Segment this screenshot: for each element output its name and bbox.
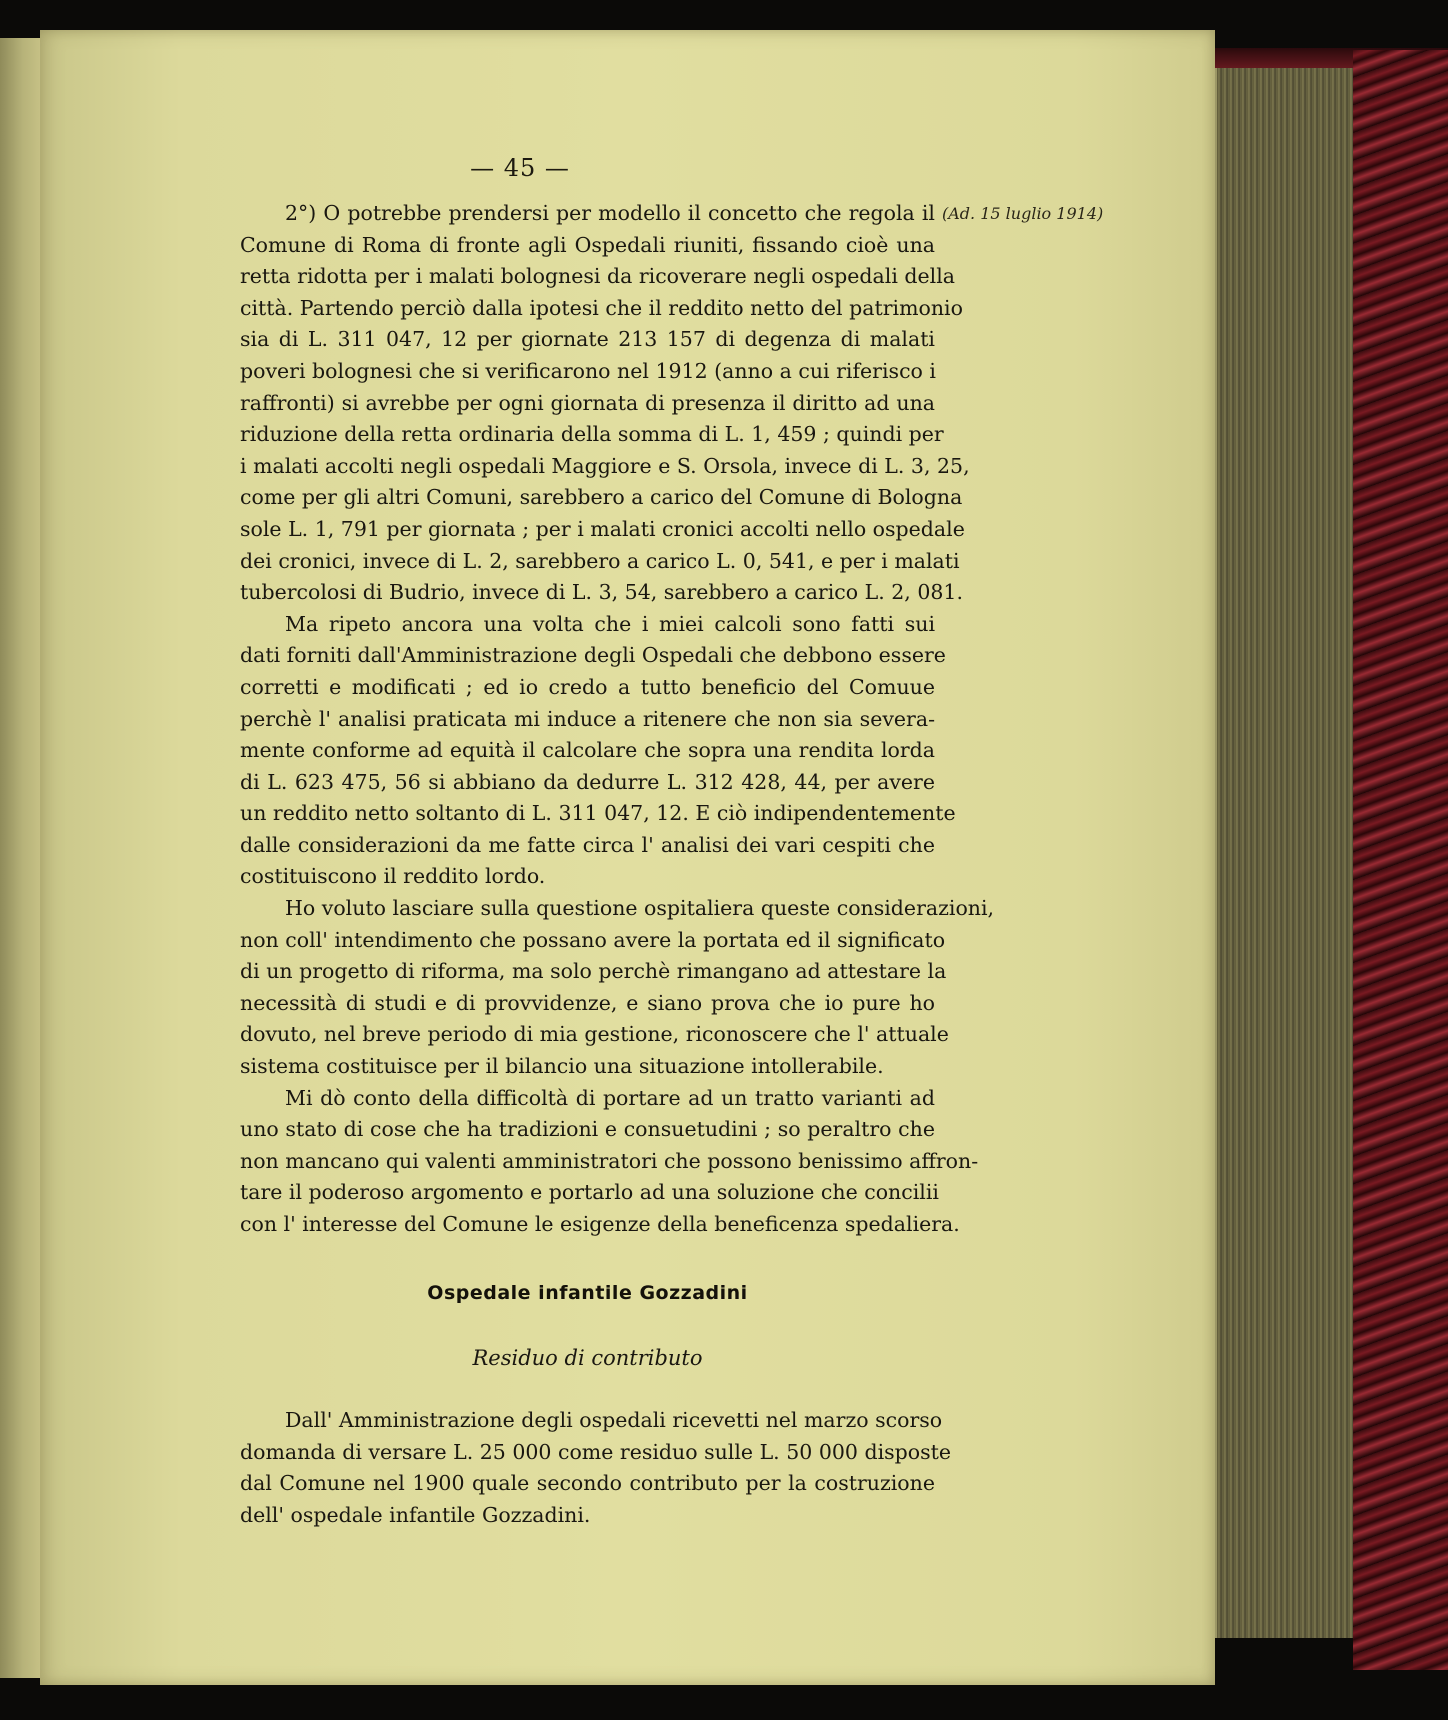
- text-line: sia di L. 311 047, 12 per giornate 213 157 di degenza di malati: [240, 327, 935, 352]
- text-line: i malati accolti negli ospedali Maggiore e S. Orsola, invece di L. 3, 25,: [240, 453, 970, 478]
- text-line: città. Partendo perciò dalla ipotesi che il reddito netto del patrimonio: [240, 295, 963, 320]
- text-line: tare il poderoso argomento e portarlo ad una soluzione che concilii: [240, 1180, 939, 1205]
- text-line: dati forniti dall'Amministrazione degli Ospedali che debbono essere: [240, 643, 946, 668]
- text-line: Ma ripeto ancora una volta che i miei calcoli sono fatti sui: [285, 611, 935, 636]
- paragraph-3: [240, 893, 995, 1083]
- text-line: costituiscono il reddito lordo.: [240, 864, 546, 889]
- text-line: domanda di versare L. 25 000 come residuo sulle L. 50 000 disposte: [240, 1439, 952, 1464]
- section-heading: Ospedale infantile Gozzadini: [427, 1282, 748, 1304]
- text-line: raffronti) si avrebbe per ogni giornata di presenza il diritto ad una: [240, 390, 935, 415]
- text-line: dei cronici, invece di L. 2, sarebbero a carico L. 0, 541, e per i malati: [240, 548, 960, 573]
- paragraph-2: [240, 609, 956, 893]
- text-line: sole L. 1, 791 per giornata ; per i malati cronici accolti nello ospedale: [240, 516, 965, 541]
- page-block-edges: [1215, 68, 1355, 1638]
- section-subheading: Residuo di contributo: [472, 1346, 703, 1370]
- text-line: uno stato di cose che ha tradizioni e consuetudini ; so peraltro che: [240, 1117, 935, 1142]
- text-line: non coll' intendimento che possano avere la portata ed il significato: [240, 927, 946, 952]
- text-line: retta ridotta per i malati bolognesi da ricoverare negli ospedali della: [240, 264, 955, 289]
- text-line: tubercolosi di Budrio, invece di L. 3, 54, sarebbero a carico L. 2, 081.: [240, 580, 963, 605]
- text-line: come per gli altri Comuni, sarebbero a carico del Comune di Bologna: [240, 485, 963, 510]
- text-line: 2°) O potrebbe prendersi per modello il concetto che regola il: [285, 201, 935, 225]
- text-line: dovuto, nel breve periodo di mia gestione, riconoscere che l' attuale: [240, 1022, 949, 1047]
- text-line: con l' interesse del Comune le esigenze della beneficenza spedaliera.: [240, 1212, 960, 1236]
- paragraph-4: [240, 1083, 979, 1241]
- text-line: riduzione della retta ordinaria della somma di L. 1, 459 ; quindi per: [240, 422, 944, 447]
- margin-note-date: (Ad. 15 luglio 1914): [942, 204, 1104, 223]
- text-line: Comune di Roma di fronte agli Ospedali riuniti, fissando cioè una: [240, 232, 935, 257]
- paragraph-1: [240, 198, 970, 609]
- text-line: corretti e modificati ; ed io credo a tutto beneficio del Comuue: [240, 674, 935, 699]
- text-line: di un progetto di riforma, ma solo perchè rimangano ad attestare la: [240, 959, 947, 984]
- text-line: Ho voluto lasciare sulla questione ospitaliera queste considerazioni,: [285, 896, 995, 921]
- text-line: Mi dò conto della difficoltà di portare ad un tratto varianti ad: [285, 1085, 935, 1110]
- text-line: dell' ospedale infantile Gozzadini.: [240, 1502, 591, 1527]
- text-line: dal Comune nel 1900 quale secondo contributo per la costruzione: [240, 1471, 935, 1496]
- text-line: mente conforme ad equità il calcolare che sopra una rendita lorda: [240, 738, 935, 763]
- paragraph-5: [240, 1405, 952, 1531]
- book-cover-marbled: [1353, 50, 1448, 1670]
- text-line: di L. 623 475, 56 si abbiano da dedurre L. 312 428, 44, per avere: [240, 769, 935, 794]
- text-line: perchè l' analisi praticata mi induce a ritenere che non sia severa-: [240, 706, 935, 731]
- page-number: — 45 —: [470, 154, 570, 182]
- text-line: necessità di studi e di provvidenze, e siano prova che io pure ho: [240, 990, 935, 1015]
- text-line: un reddito netto soltanto di L. 311 047, 12. E ciò indipendentemente: [240, 801, 956, 826]
- section-text-block: [240, 1405, 952, 1531]
- text-line: non mancano qui valenti amministratori che possono benissimo affron-: [240, 1148, 979, 1173]
- text-line: Dall' Amministrazione degli ospedali ricevetti nel marzo scorso: [285, 1408, 943, 1432]
- text-line: poveri bolognesi che si verificarono nel 1912 (anno a cui riferisco i: [240, 358, 936, 383]
- text-line: dalle considerazioni da me fatte circa l' analisi dei vari cespiti che: [240, 832, 935, 857]
- main-text-block: [240, 198, 995, 1241]
- text-line: sistema costituisce per il bilancio una situazione intollerabile.: [240, 1054, 884, 1079]
